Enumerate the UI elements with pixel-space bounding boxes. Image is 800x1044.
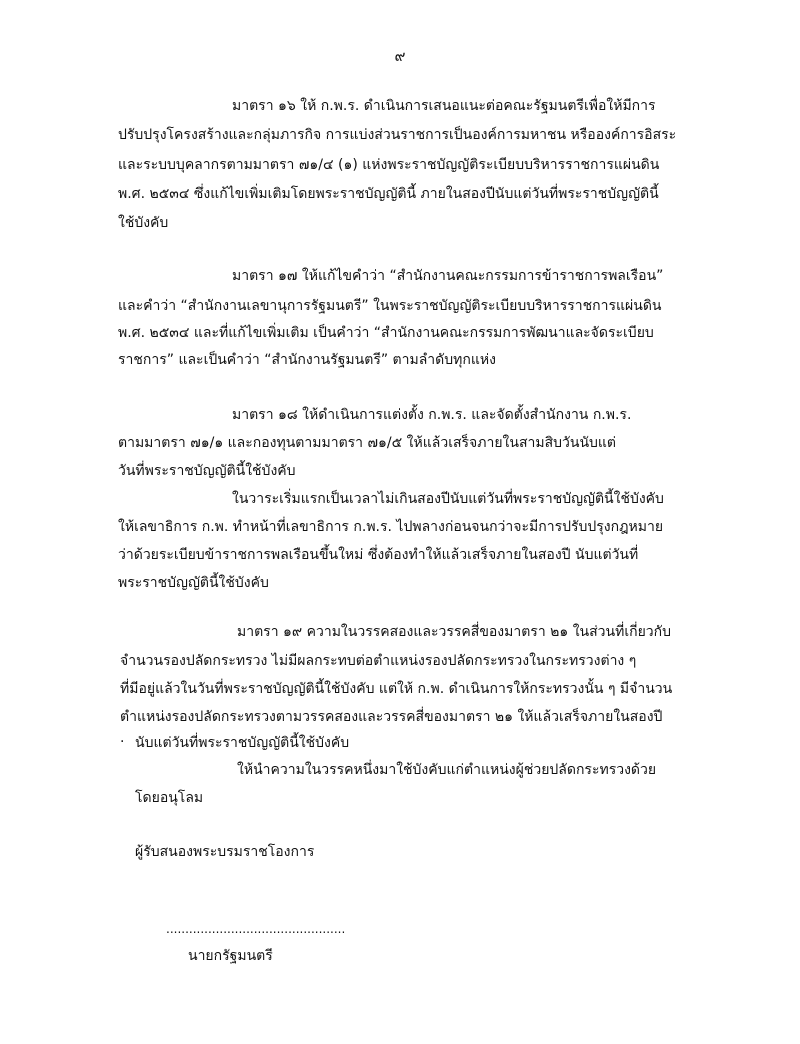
section-18-line-2: ตามมาตรา ๗๑/๑ และกองทุนตามมาตรา ๗๑/๕ ให้แล้วเสร็จภายในสามสิบวันนับแต่ — [118, 435, 617, 451]
section-16-line-1: มาตรา ๑๖ ให้ ก.พ.ร. ดำเนินการเสนอแนะต่อคณะรัฐมนตรีเพื่อให้มีการ — [232, 98, 656, 114]
section-18-line-7: พระราชบัญญัตินี้ใช้บังคับ — [118, 575, 269, 591]
section-19-line-5: นับแต่วันที่พระราชบัญญัตินี้ใช้บังคับ — [135, 735, 350, 751]
section-19-line-1: มาตรา ๑๙ ความในวรรคสองและวรรคสี่ของมาตรา ๒๑ ในส่วนที่เกี่ยวกับ — [237, 624, 672, 640]
signer-title: นายกรัฐมนตรี — [188, 948, 273, 964]
section-18-line-4: ในวาระเริ่มแรกเป็นเวลาไม่เกินสองปีนับแต่วันที่พระราชบัญญัตินี้ใช้บังคับ — [232, 491, 664, 507]
countersign-label: ผู้รับสนองพระบรมราชโองการ — [135, 844, 315, 860]
page-number: ๙ — [394, 47, 406, 65]
section-17-line-4: ราชการ” และเป็นคำว่า “สำนักงานรัฐมนตรี” ตามลำดับทุกแห่ง — [118, 352, 496, 368]
section-16-line-3: และระบบบุคลากรตามมาตรา ๗๑/๔ (๑) แห่งพระราชบัญญัติระเบียบบริหารราชการแผ่นดิน — [118, 157, 660, 173]
section-17-line-2: และคำว่า “สำนักงานเลขานุการรัฐมนตรี” ในพระราชบัญญัติระเบียบบริหารราชการแผ่นดิน — [118, 298, 662, 314]
section-19-line-4: ตำแหน่งรองปลัดกระทรวงตามวรรคสองและวรรคสี่ของมาตรา ๒๑ ให้แล้วเสร็จภายในสองปี — [120, 709, 663, 725]
section-18-line-1: มาตรา ๑๘ ให้ดำเนินการแต่งตั้ง ก.พ.ร. และจัดตั้งสำนักงาน ก.พ.ร. — [232, 407, 632, 423]
section-17-line-1: มาตรา ๑๗ ให้แก้ไขคำว่า “สำนักงานคณะกรรมการข้าราชการพลเรือน” — [232, 268, 664, 284]
section-16-line-2: ปรับปรุงโครงสร้างและกลุ่มภารกิจ การแบ่งส่วนราชการเป็นองค์การมหาชน หรือองค์การอิสระ — [118, 127, 677, 143]
section-16-line-5: ใช้บังคับ — [118, 215, 169, 231]
section-19-line-7: โดยอนุโลม — [135, 790, 204, 806]
section-17-line-3: พ.ศ. ๒๕๓๔ และที่แก้ไขเพิ่มเติม เป็นคำว่า “สำนักงานคณะกรรมการพัฒนาและจัดระเบียบ — [118, 325, 654, 341]
section-18-line-6: ว่าด้วยระเบียบข้าราชการพลเรือนขึ้นใหม่ ซึ่งต้องทำให้แล้วเสร็จภายในสองปี นับแต่วันที่ — [118, 547, 639, 563]
section-16-line-4: พ.ศ. ๒๕๓๔ ซึ่งแก้ไขเพิ่มเติมโดยพระราชบัญญัตินี้ ภายในสองปีนับแต่วันที่พระราชบัญญัตินี้ — [118, 186, 659, 202]
section-18-line-3: วันที่พระราชบัญญัตินี้ใช้บังคับ — [118, 463, 296, 479]
section-19-line-2: จำนวนรองปลัดกระทรวง ไม่มีผลกระทบต่อตำแหน่งรองปลัดกระทรวงในกระทรวงต่าง ๆ — [120, 653, 637, 669]
section-19-line-3: ที่มีอยู่แล้วในวันที่พระราชบัญญัตินี้ใช้บังคับ แต่ให้ ก.พ. ดำเนินการให้กระทรวงนั้น ๆ มีจำนวน — [120, 681, 673, 697]
section-19-line-6: ให้นำความในวรรคหนึ่งมาใช้บังคับแก่ตำแหน่งผู้ช่วยปลัดกระทรวงด้วย — [237, 762, 657, 778]
signature-line: ............................................... — [166, 922, 346, 936]
margin-mark: · — [120, 734, 125, 750]
section-18-line-5: ให้เลขาธิการ ก.พ. ทำหน้าที่เลขาธิการ ก.พ.ร. ไปพลางก่อนจนกว่าจะมีการปรับปรุงกฎหมาย — [118, 519, 664, 535]
